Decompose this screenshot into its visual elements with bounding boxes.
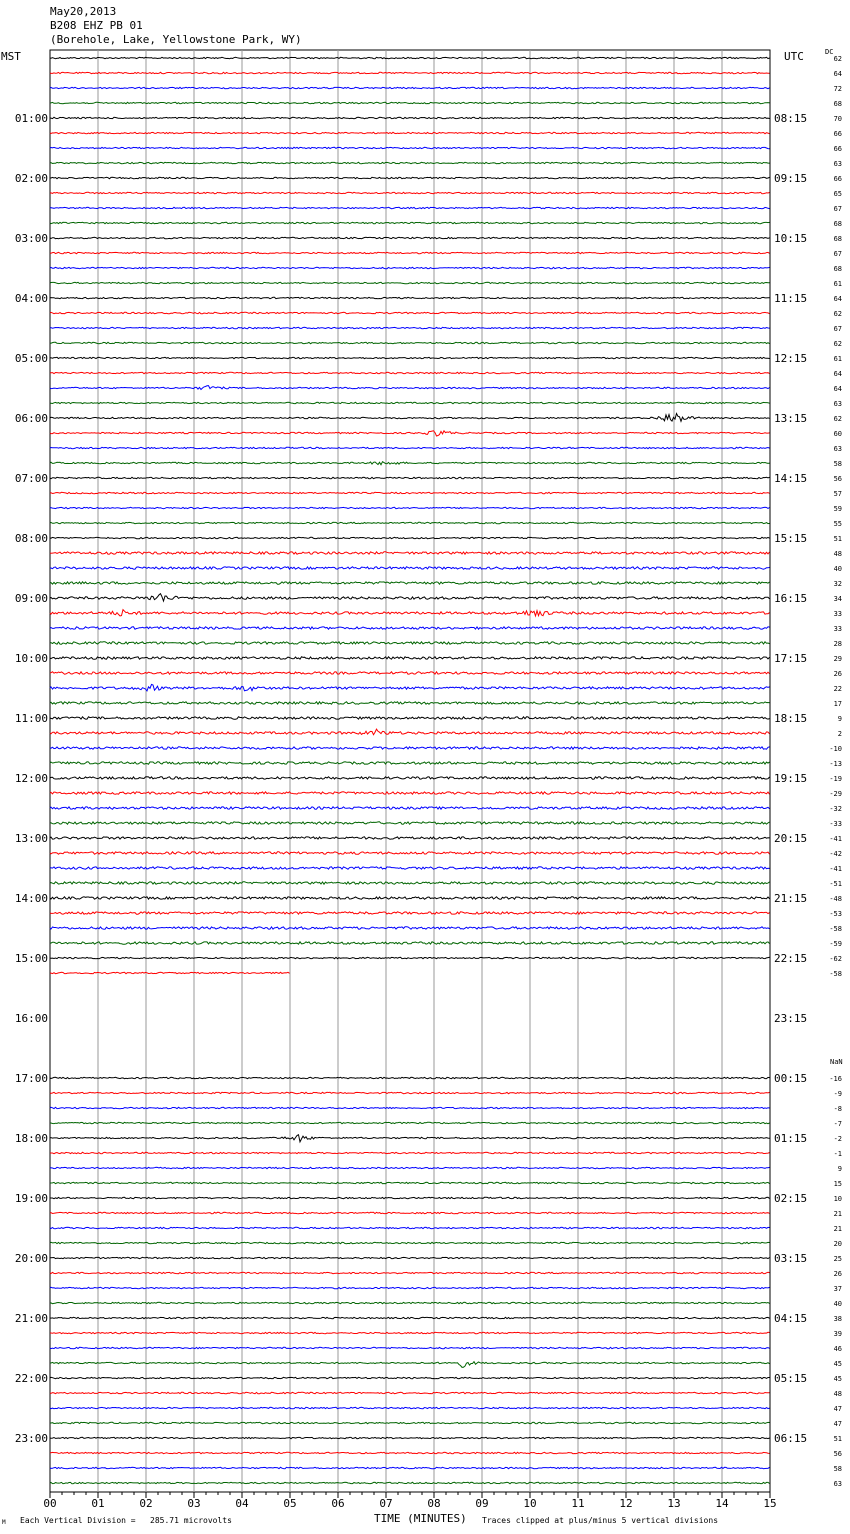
utc-hour-label: 18:15 xyxy=(774,712,808,725)
dc-offset-label: 64 xyxy=(833,385,842,393)
utc-hour-label: 10:15 xyxy=(774,232,808,245)
dc-offset-label: 67 xyxy=(833,205,842,213)
seismic-trace xyxy=(50,1482,770,1483)
dc-offset-label: 59 xyxy=(833,505,842,513)
mst-hour-label: 02:00 xyxy=(14,172,48,185)
mst-hour-label: 06:00 xyxy=(14,412,48,425)
seismic-trace xyxy=(50,462,770,465)
seismic-trace xyxy=(50,1467,770,1468)
seismic-trace xyxy=(50,729,770,735)
dc-offset-label: 58 xyxy=(833,460,842,468)
seismic-trace xyxy=(50,594,770,601)
mst-hour-label: 16:00 xyxy=(14,1012,48,1025)
dc-offset-label: 45 xyxy=(833,1360,842,1368)
seismic-trace xyxy=(50,627,770,629)
dc-offset-label: 39 xyxy=(833,1330,842,1338)
seismic-trace xyxy=(50,102,770,103)
dc-offset-label: -19 xyxy=(829,775,842,783)
mst-hour-label: 01:00 xyxy=(14,112,48,125)
seismic-trace xyxy=(50,1407,770,1408)
dc-offset-label: 61 xyxy=(833,355,842,363)
seismic-trace xyxy=(50,1452,770,1453)
utc-hour-label: 17:15 xyxy=(774,652,808,665)
dc-offset-label: 58 xyxy=(833,1465,842,1473)
utc-hour-label: 22:15 xyxy=(774,952,808,965)
seismic-trace xyxy=(50,162,770,163)
nan-label: NaN xyxy=(830,1058,843,1066)
dc-offset-label: 62 xyxy=(833,55,842,63)
mst-hour-label: 08:00 xyxy=(14,532,48,545)
dc-offset-label: 66 xyxy=(833,175,842,183)
utc-hour-label: 19:15 xyxy=(774,772,808,785)
x-tick-label: 04 xyxy=(235,1497,249,1510)
x-tick-label: 00 xyxy=(43,1497,57,1510)
mst-hour-label: 03:00 xyxy=(14,232,48,245)
seismic-trace xyxy=(50,147,770,148)
seismic-trace xyxy=(50,477,770,478)
mst-hour-label: 11:00 xyxy=(14,712,48,725)
dc-offset-label: 68 xyxy=(833,235,842,243)
seismic-trace xyxy=(50,1317,770,1318)
mst-hour-label: 19:00 xyxy=(14,1192,48,1205)
seismic-trace xyxy=(50,372,770,373)
dc-offset-label: 32 xyxy=(833,580,842,588)
dc-offset-label: 51 xyxy=(833,1435,842,1443)
seismic-trace xyxy=(50,237,770,238)
dc-offset-label: 21 xyxy=(833,1210,842,1218)
seismic-trace xyxy=(50,552,770,554)
mst-axis-label: MST xyxy=(1,50,21,63)
seismic-trace xyxy=(50,431,770,436)
utc-hour-label: 09:15 xyxy=(774,172,808,185)
dc-offset-label: 68 xyxy=(833,265,842,273)
seismic-trace xyxy=(50,912,770,914)
dc-offset-label: 64 xyxy=(833,70,842,78)
seismic-trace xyxy=(50,777,770,779)
seismic-trace xyxy=(50,807,770,809)
dc-offset-label: -59 xyxy=(829,940,842,948)
seismic-trace xyxy=(50,1227,770,1228)
seismic-trace xyxy=(50,1197,770,1198)
seismic-trace xyxy=(50,822,770,824)
seismic-trace xyxy=(50,1077,770,1078)
dc-offset-label: -10 xyxy=(829,745,842,753)
seismic-trace xyxy=(50,87,770,88)
dc-offset-label: 66 xyxy=(833,130,842,138)
seismic-trace xyxy=(50,72,770,73)
utc-hour-label: 06:15 xyxy=(774,1432,808,1445)
dc-offset-label: -58 xyxy=(829,925,842,933)
dc-offset-label: -62 xyxy=(829,955,842,963)
seismic-trace xyxy=(50,1377,770,1378)
x-tick-label: 12 xyxy=(619,1497,633,1510)
dc-offset-label: 57 xyxy=(833,490,842,498)
seismic-trace xyxy=(50,792,770,794)
dc-offset-label: 37 xyxy=(833,1285,842,1293)
utc-axis-label: UTC xyxy=(784,50,804,63)
seismic-trace xyxy=(50,282,770,283)
seismic-trace xyxy=(50,684,770,691)
utc-hour-label: 23:15 xyxy=(774,1012,808,1025)
mst-hour-label: 13:00 xyxy=(14,832,48,845)
seismic-trace xyxy=(50,1242,770,1243)
x-tick-label: 10 xyxy=(523,1497,537,1510)
seismic-trace xyxy=(50,1287,770,1288)
dc-offset-label: 33 xyxy=(833,610,842,618)
dc-offset-label: -13 xyxy=(829,760,842,768)
utc-hour-label: 00:15 xyxy=(774,1072,808,1085)
mst-hour-label: 07:00 xyxy=(14,472,48,485)
chart-station: B208 EHZ PB 01 xyxy=(50,19,143,32)
seismic-trace xyxy=(50,414,770,422)
seismic-trace xyxy=(50,357,770,358)
dc-offset-label: 56 xyxy=(833,475,842,483)
mst-hour-label: 09:00 xyxy=(14,592,48,605)
dc-offset-label: 40 xyxy=(833,565,842,573)
plot-frame xyxy=(50,50,770,1492)
dc-offset-label: 40 xyxy=(833,1300,842,1308)
scale-note: Each Vertical Division = 285.71 microvolts xyxy=(20,1516,232,1525)
mst-hour-label: 22:00 xyxy=(14,1372,48,1385)
dc-offset-label: 70 xyxy=(833,115,842,123)
x-tick-label: 15 xyxy=(763,1497,777,1510)
mst-hour-label: 17:00 xyxy=(14,1072,48,1085)
dc-offset-label: -9 xyxy=(833,1090,842,1098)
mst-hour-label: 12:00 xyxy=(14,772,48,785)
x-tick-label: 05 xyxy=(283,1497,297,1510)
seismic-trace xyxy=(50,702,770,704)
dc-offset-label: -29 xyxy=(829,790,842,798)
seismic-trace xyxy=(50,1257,770,1258)
seismic-trace xyxy=(50,207,770,208)
seismic-trace xyxy=(50,57,770,58)
chart-date: May20,2013 xyxy=(50,5,117,18)
mst-hour-label: 20:00 xyxy=(14,1252,48,1265)
dc-offset-label: 9 xyxy=(837,715,842,723)
seismic-trace xyxy=(50,1135,770,1142)
utc-hour-label: 20:15 xyxy=(774,832,808,845)
dc-offset-label: 63 xyxy=(833,445,842,453)
seismic-trace xyxy=(50,642,770,644)
seismic-trace xyxy=(50,132,770,133)
dc-offset-label: 61 xyxy=(833,280,842,288)
seismic-trace xyxy=(50,762,770,764)
dc-offset-label: 67 xyxy=(833,250,842,258)
seismic-trace xyxy=(50,852,770,854)
x-tick-label: 02 xyxy=(139,1497,153,1510)
seismic-trace xyxy=(50,267,770,268)
seismic-trace xyxy=(50,1302,770,1303)
dc-offset-label: 10 xyxy=(833,1195,842,1203)
dc-offset-label: 63 xyxy=(833,1480,842,1488)
utc-hour-label: 01:15 xyxy=(774,1132,808,1145)
seismic-trace xyxy=(50,386,770,390)
seismic-trace xyxy=(50,1122,770,1123)
dc-offset-label: 48 xyxy=(833,550,842,558)
seismic-trace xyxy=(50,1272,770,1273)
dc-offset-label: 22 xyxy=(833,685,842,693)
dc-offset-label: 64 xyxy=(833,295,842,303)
utc-hour-label: 04:15 xyxy=(774,1312,808,1325)
dc-offset-label: 45 xyxy=(833,1375,842,1383)
dc-offset-label: -16 xyxy=(829,1075,842,1083)
mst-hour-label: 18:00 xyxy=(14,1132,48,1145)
seismic-trace xyxy=(50,297,770,298)
dc-offset-label: -8 xyxy=(833,1105,842,1113)
dc-offset-label: 26 xyxy=(833,1270,842,1278)
seismic-trace xyxy=(50,747,770,749)
x-tick-label: 13 xyxy=(667,1497,681,1510)
dc-offset-label: -41 xyxy=(829,835,842,843)
dc-offset-label: 38 xyxy=(833,1315,842,1323)
mst-hour-label: 23:00 xyxy=(14,1432,48,1445)
dc-offset-label: -53 xyxy=(829,910,842,918)
dc-label: DC xyxy=(825,48,834,56)
mst-hour-label: 04:00 xyxy=(14,292,48,305)
dc-offset-label: 60 xyxy=(833,430,842,438)
seismic-trace xyxy=(50,342,770,343)
utc-hour-label: 12:15 xyxy=(774,352,808,365)
dc-offset-label: 63 xyxy=(833,160,842,168)
seismic-trace xyxy=(50,252,770,253)
clip-note: Traces clipped at plus/minus 5 vertical divisions xyxy=(482,1516,719,1525)
seismic-trace xyxy=(50,717,770,719)
seismic-trace xyxy=(50,1107,770,1108)
utc-hour-label: 14:15 xyxy=(774,472,808,485)
seismic-trace xyxy=(50,1182,770,1183)
dc-offset-label: 64 xyxy=(833,370,842,378)
seismic-trace xyxy=(50,402,770,403)
dc-offset-label: -1 xyxy=(833,1150,842,1158)
seismic-trace xyxy=(50,507,770,508)
dc-offset-label: 25 xyxy=(833,1255,842,1263)
seismic-trace xyxy=(50,972,290,973)
dc-offset-label: 17 xyxy=(833,700,842,708)
dc-offset-label: 67 xyxy=(833,325,842,333)
dc-offset-label: 62 xyxy=(833,415,842,423)
utc-hour-label: 16:15 xyxy=(774,592,808,605)
seismic-trace xyxy=(50,522,770,523)
seismic-trace xyxy=(50,897,770,899)
mst-hour-label: 14:00 xyxy=(14,892,48,905)
seismic-trace xyxy=(50,1422,770,1423)
dc-offset-label: 72 xyxy=(833,85,842,93)
dc-offset-label: 63 xyxy=(833,400,842,408)
seismic-trace xyxy=(50,927,770,929)
dc-offset-label: -51 xyxy=(829,880,842,888)
seismic-trace xyxy=(50,882,770,884)
seismic-trace xyxy=(50,582,770,584)
chart-location: (Borehole, Lake, Yellowstone Park, WY) xyxy=(50,33,302,46)
corner-mark: M xyxy=(2,1519,6,1526)
mst-hour-label: 21:00 xyxy=(14,1312,48,1325)
utc-hour-label: 21:15 xyxy=(774,892,808,905)
seismic-trace xyxy=(50,222,770,223)
seismic-trace xyxy=(50,837,770,839)
dc-offset-label: 55 xyxy=(833,520,842,528)
dc-offset-label: 2 xyxy=(837,730,842,738)
seismic-trace xyxy=(50,567,770,569)
dc-offset-label: 68 xyxy=(833,220,842,228)
dc-offset-label: 26 xyxy=(833,670,842,678)
seismic-trace xyxy=(50,1362,770,1368)
dc-offset-label: -32 xyxy=(829,805,842,813)
seismic-trace xyxy=(50,177,770,178)
dc-offset-label: 21 xyxy=(833,1225,842,1233)
utc-hour-label: 03:15 xyxy=(774,1252,808,1265)
dc-offset-label: 47 xyxy=(833,1405,842,1413)
dc-offset-label: 28 xyxy=(833,640,842,648)
x-tick-label: 08 xyxy=(427,1497,441,1510)
x-tick-label: 03 xyxy=(187,1497,201,1510)
x-tick-label: 06 xyxy=(331,1497,345,1510)
dc-offset-label: 15 xyxy=(833,1180,842,1188)
mst-hour-label: 05:00 xyxy=(14,352,48,365)
seismic-trace xyxy=(50,312,770,313)
dc-offset-label: -42 xyxy=(829,850,842,858)
dc-offset-label: 46 xyxy=(833,1345,842,1353)
dc-offset-label: -41 xyxy=(829,865,842,873)
seismic-trace xyxy=(50,1347,770,1348)
seismic-trace xyxy=(50,1092,770,1093)
dc-offset-label: -2 xyxy=(833,1135,842,1143)
seismic-trace xyxy=(50,1152,770,1153)
dc-offset-label: 33 xyxy=(833,625,842,633)
dc-offset-label: 51 xyxy=(833,535,842,543)
dc-offset-label: -58 xyxy=(829,970,842,978)
dc-offset-label: 9 xyxy=(837,1165,842,1173)
utc-hour-label: 11:15 xyxy=(774,292,808,305)
dc-offset-label: 56 xyxy=(833,1450,842,1458)
dc-offset-label: 65 xyxy=(833,190,842,198)
dc-offset-label: -33 xyxy=(829,820,842,828)
dc-offset-label: 29 xyxy=(833,655,842,663)
seismic-trace xyxy=(50,117,770,118)
seismic-trace xyxy=(50,867,770,869)
seismic-trace xyxy=(50,610,770,616)
seismic-trace xyxy=(50,1392,770,1393)
seismic-trace xyxy=(50,1437,770,1438)
x-tick-label: 11 xyxy=(571,1497,585,1510)
x-tick-label: 01 xyxy=(91,1497,105,1510)
x-tick-label: 07 xyxy=(379,1497,393,1510)
seismic-trace xyxy=(50,1212,770,1213)
utc-hour-label: 15:15 xyxy=(774,532,808,545)
seismic-trace xyxy=(50,672,770,674)
seismic-trace xyxy=(50,327,770,328)
dc-offset-label: 68 xyxy=(833,100,842,108)
dc-offset-label: -7 xyxy=(833,1120,842,1128)
dc-offset-label: 66 xyxy=(833,145,842,153)
dc-offset-label: -48 xyxy=(829,895,842,903)
seismic-trace xyxy=(50,192,770,193)
dc-offset-label: 47 xyxy=(833,1420,842,1428)
utc-hour-label: 08:15 xyxy=(774,112,808,125)
dc-offset-label: 62 xyxy=(833,340,842,348)
dc-offset-label: 62 xyxy=(833,310,842,318)
x-axis-title: TIME (MINUTES) xyxy=(374,1512,467,1525)
utc-hour-label: 05:15 xyxy=(774,1372,808,1385)
dc-offset-label: 48 xyxy=(833,1390,842,1398)
mst-hour-label: 10:00 xyxy=(14,652,48,665)
dc-offset-label: 34 xyxy=(833,595,842,603)
seismic-trace xyxy=(50,492,770,493)
x-tick-label: 09 xyxy=(475,1497,489,1510)
seismic-trace xyxy=(50,447,770,448)
seismic-trace xyxy=(50,942,770,944)
utc-hour-label: 13:15 xyxy=(774,412,808,425)
mst-hour-label: 15:00 xyxy=(14,952,48,965)
x-tick-label: 14 xyxy=(715,1497,729,1510)
utc-hour-label: 02:15 xyxy=(774,1192,808,1205)
dc-offset-label: 20 xyxy=(833,1240,842,1248)
seismic-trace xyxy=(50,537,770,538)
seismic-trace xyxy=(50,657,770,659)
seismic-trace xyxy=(50,1332,770,1333)
seismic-trace xyxy=(50,957,770,958)
seismic-trace xyxy=(50,1167,770,1168)
